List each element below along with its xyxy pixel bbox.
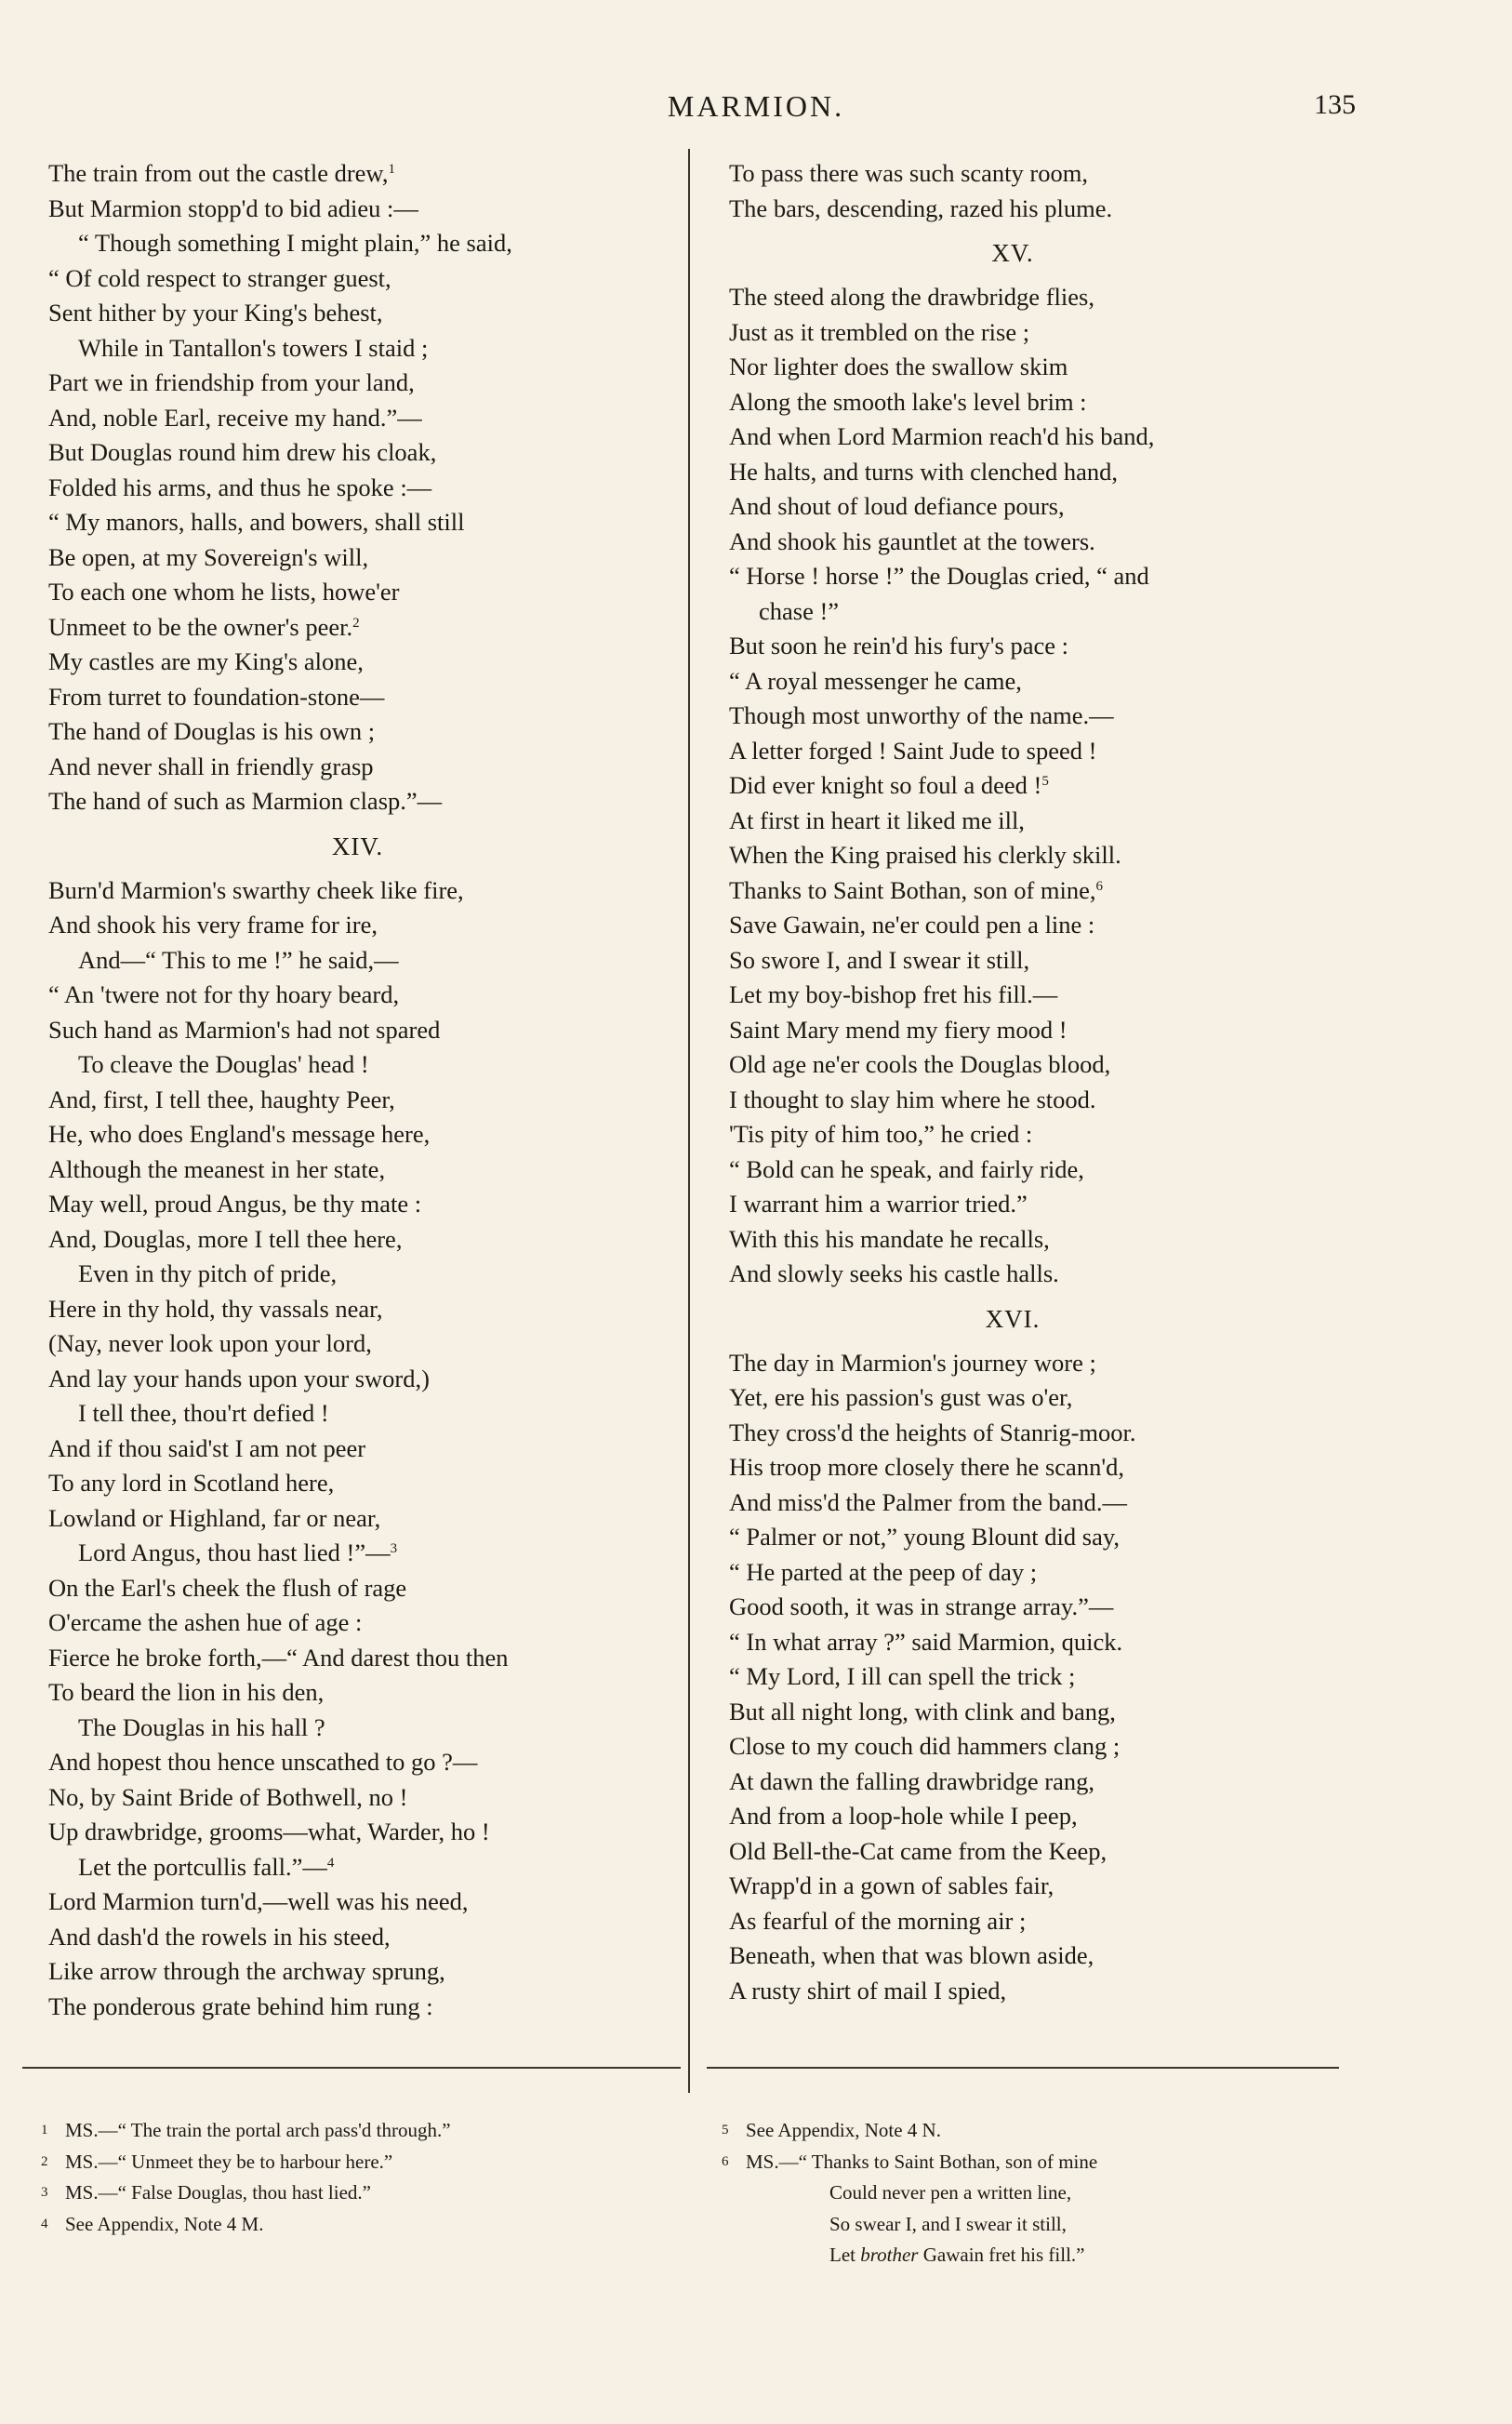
footnote-mark: 1	[41, 2123, 48, 2138]
footnote: 6 MS.—“ Thanks to Saint Bothan, son of mine	[722, 2147, 1317, 2178]
verse-line: Such hand as Marmion's had not spared	[48, 1015, 441, 1044]
verse-line: I tell thee, thou'rt defied !	[78, 1399, 329, 1427]
verse-line: “ A royal messenger he came,	[729, 666, 1022, 695]
verse-line: While in Tantallon's towers I staid ;	[78, 333, 429, 362]
verse-line: Save Gawain, ne'er could pen a line :	[729, 911, 1095, 939]
verse-line: Did ever knight so foul a deed !$^5$	[729, 771, 1049, 799]
verse-line: And never shall in friendly grasp	[48, 752, 374, 780]
verse-line: Saint Mary mend my fiery mood !	[729, 1015, 1068, 1044]
verse-line: “ Bold can he speak, and fairly ride,	[729, 1154, 1084, 1183]
footnote-ref: 5	[1041, 774, 1049, 789]
verse-line: I thought to slay him where he stood.	[729, 1085, 1096, 1113]
verse-line: So swore I, and I swear it still,	[729, 945, 1030, 974]
verse-line: O'ercame the ashen hue of age :	[48, 1608, 363, 1636]
verse-line: Old age ne'er cools the Douglas blood,	[729, 1050, 1111, 1078]
verse-line: I warrant him a warrior tried.”	[729, 1190, 1028, 1218]
footnote: Let brother Gawain fret his fill.”	[829, 2244, 1085, 2266]
verse-line: The bars, descending, razed his plume.	[729, 193, 1113, 222]
footnote-ref: 2	[352, 615, 360, 631]
verse-line: And slowly seeks his castle halls.	[729, 1259, 1059, 1287]
verse-line: Let my boy-bishop fret his fill.—	[729, 980, 1058, 1008]
verse-line: Lord Marmion turn'd,—well was his need,	[48, 1887, 469, 1915]
verse-line: With this his mandate he recalls,	[729, 1224, 1050, 1253]
footnote-ref: 3	[390, 1541, 398, 1556]
footnote: Could never pen a written line,	[829, 2181, 1072, 2204]
verse-line: He halts, and turns with clenched hand,	[729, 457, 1118, 486]
verse-line: Unmeet to be the owner's peer.$^2$	[48, 612, 360, 641]
verse-line: To pass there was such scanty room,	[729, 159, 1088, 187]
footnotes-left	[41, 2115, 673, 2240]
verse-line: (Nay, never look upon your lord,	[48, 1329, 372, 1357]
verse-line: “ In what array ?” said Marmion, quick.	[729, 1627, 1123, 1656]
verse-line: Thanks to Saint Bothan, son of mine,$^6$	[729, 875, 1104, 904]
verse-line: “ Horse ! horse !” the Douglas cried, “ and	[729, 562, 1149, 590]
verse-line: And, first, I tell thee, haughty Peer,	[48, 1085, 395, 1113]
verse-line: Yet, ere his passion's gust was o'er,	[729, 1383, 1073, 1411]
verse-line: Sent hither by your King's behest,	[48, 299, 383, 326]
verse-line: Nor lighter does the swallow skim	[729, 353, 1068, 380]
verse-line: Even in thy pitch of pride,	[78, 1259, 338, 1287]
verse-line: The hand of Douglas is his own ;	[48, 717, 376, 745]
verse-line: Lord Angus, thou hast lied !”—$^3$	[78, 1538, 398, 1566]
page-header	[0, 89, 1512, 134]
verse-line: A letter forged ! Saint Jude to speed !	[729, 736, 1097, 765]
verse-line: Here in thy hold, thy vassals near,	[48, 1294, 383, 1323]
verse-line: On the Earl's cheek the flush of rage	[48, 1573, 407, 1602]
footnote-ref: 4	[326, 1855, 335, 1871]
verse-line: Fierce he broke forth,—“ And darest thou then	[48, 1643, 509, 1671]
verse-line: They cross'd the heights of Stanrig-moor.	[729, 1418, 1136, 1446]
verse-line: But Marmion stopp'd to bid adieu :—	[48, 193, 418, 222]
verse-line: “ He parted at the peep of day ;	[729, 1557, 1038, 1586]
footnote-rule-left	[22, 2067, 681, 2069]
verse-line: To each one whom he lists, howe'er	[48, 578, 400, 606]
verse-line: The day in Marmion's journey wore ;	[729, 1348, 1096, 1377]
verse-line: And when Lord Marmion reach'd his band,	[729, 422, 1155, 450]
verse-line: He, who does England's message here,	[48, 1120, 431, 1148]
verse-line: To beard the lion in his den,	[48, 1678, 325, 1706]
stanza-heading: XV.	[991, 239, 1034, 267]
verse-line: Folded his arms, and thus he spoke :—	[48, 473, 432, 501]
verse-line: Part we in friendship from your land,	[48, 368, 415, 396]
verse-line: And, Douglas, more I tell thee here,	[48, 1224, 403, 1253]
verse-line: His troop more closely there he scann'd,	[729, 1453, 1124, 1481]
verse-line: Although the meanest in her state,	[48, 1154, 386, 1183]
stanza-heading: XVI.	[985, 1304, 1041, 1333]
verse-line: But all night long, with clink and bang,	[729, 1697, 1116, 1725]
left-verse-column	[48, 156, 667, 2024]
verse-line: Good sooth, it was in strange array.”—	[729, 1592, 1114, 1620]
verse-line: From turret to foundation-stone—	[48, 682, 385, 711]
verse-line: And shook his very frame for ire,	[48, 911, 378, 939]
verse-line: And, noble Earl, receive my hand.”—	[48, 403, 422, 432]
verse-line: Old Bell-the-Cat came from the Keep,	[729, 1836, 1107, 1865]
verse-line: Close to my couch did hammers clang ;	[729, 1732, 1121, 1760]
footnote: 2 MS.—“ Unmeet they be to harbour here.”	[41, 2147, 673, 2178]
verse-line: Wrapp'd in a gown of sables fair,	[729, 1871, 1054, 1899]
footnote-mark: 5	[722, 2123, 729, 2138]
verse-line: 'Tis pity of him too,” he cried :	[729, 1120, 1033, 1148]
verse-line: And miss'd the Palmer from the band.—	[729, 1487, 1127, 1516]
verse-line: The ponderous grate behind him rung :	[48, 1991, 433, 2020]
verse-line: But Douglas round him drew his cloak,	[48, 438, 437, 466]
verse-line: And dash'd the rowels in his steed,	[48, 1922, 391, 1951]
verse-line: And shout of loud defiance pours,	[729, 492, 1065, 520]
verse-line: And from a loop-hole while I peep,	[729, 1802, 1078, 1830]
footnote-mark: 2	[41, 2153, 48, 2169]
verse-line: Let the portcullis fall.”—$^4$	[78, 1852, 335, 1881]
verse-line: “ Of cold respect to stranger guest,	[48, 263, 391, 292]
verse-line: The hand of such as Marmion clasp.”—	[48, 787, 443, 815]
verse-line: No, by Saint Bride of Bothwell, no !	[48, 1782, 408, 1811]
footnote-mark: 3	[41, 2185, 48, 2200]
verse-line: “ Palmer or not,” young Blount did say,	[729, 1523, 1121, 1551]
footnote-ref: 1	[388, 162, 395, 177]
column-divider	[688, 149, 690, 2093]
footnote-mark: 6	[722, 2153, 729, 2169]
verse-line: Lowland or Highland, far or near,	[48, 1503, 381, 1532]
verse-line: The steed along the drawbridge flies,	[729, 283, 1094, 311]
verse-line: At dawn the falling drawbridge rang,	[729, 1766, 1094, 1795]
verse-line: Along the smooth lake's level brim :	[729, 387, 1087, 416]
verse-line: Up drawbridge, grooms—what, Warder, ho !	[48, 1818, 490, 1845]
verse-line: My castles are my King's alone,	[48, 647, 364, 675]
footnote: So swear I, and I swear it still,	[829, 2212, 1067, 2235]
footnote: 4 See Appendix, Note 4 M.	[41, 2209, 673, 2241]
verse-line: The train from out the castle drew,$^1$	[48, 159, 395, 187]
verse-line: “ An 'twere not for thy hoary beard,	[48, 980, 400, 1008]
verse-line: The Douglas in his hall ?	[78, 1712, 325, 1741]
verse-line: Just as it trembled on the rise ;	[729, 317, 1030, 346]
verse-line: A rusty shirt of mail I spied,	[729, 1976, 1007, 2004]
verse-line: “ My manors, halls, and bowers, shall still	[48, 508, 465, 536]
footnotes-right	[722, 2115, 1317, 2271]
verse-line: “ Though something I might plain,” he said,	[78, 229, 512, 257]
verse-line: As fearful of the morning air ;	[729, 1906, 1027, 1935]
verse-line: Be open, at my Sovereign's will,	[48, 542, 369, 571]
verse-line: At first in heart it liked me ill,	[729, 806, 1025, 834]
verse-line: And hopest thou hence unscathed to go ?—	[48, 1748, 478, 1776]
verse-line: And lay your hands upon your sword,)	[48, 1364, 430, 1392]
verse-line: Like arrow through the archway sprung,	[48, 1957, 445, 1985]
verse-line: Burn'd Marmion's swarthy cheek like fire,	[48, 875, 464, 904]
footnote: 1 MS.—“ The train the portal arch pass'd through.”	[41, 2115, 673, 2147]
footnote-rule-right	[707, 2067, 1339, 2069]
verse-line: And shook his gauntlet at the towers.	[729, 526, 1095, 555]
right-verse-column	[729, 156, 1296, 2008]
verse-line: To any lord in Scotland here,	[48, 1469, 335, 1497]
verse-line: To cleave the Douglas' head !	[78, 1050, 369, 1078]
verse-line: “ My Lord, I ill can spell the trick ;	[729, 1662, 1076, 1690]
verse-line: And if thou said'st I am not peer	[48, 1433, 366, 1462]
verse-line: chase !”	[759, 596, 840, 625]
footnote-ref: 6	[1095, 878, 1104, 894]
verse-line: And—“ This to me !” he said,—	[78, 945, 399, 974]
footnote-mark: 4	[41, 2216, 48, 2231]
verse-line: When the King praised his clerkly skill.	[729, 841, 1121, 869]
footnote: 3 MS.—“ False Douglas, thou hast lied.”	[41, 2178, 673, 2209]
running-title: MARMION.	[667, 89, 845, 123]
stanza-heading: XIV.	[331, 832, 384, 860]
verse-line: Though most unworthy of the name.—	[729, 701, 1114, 729]
page-number: 135	[1314, 89, 1356, 120]
footnote: 5 See Appendix, Note 4 N.	[722, 2115, 1317, 2147]
verse-line: But soon he rein'd his fury's pace :	[729, 632, 1069, 659]
verse-line: Beneath, when that was blown aside,	[729, 1941, 1094, 1969]
verse-line: May well, proud Angus, be thy mate :	[48, 1190, 422, 1218]
